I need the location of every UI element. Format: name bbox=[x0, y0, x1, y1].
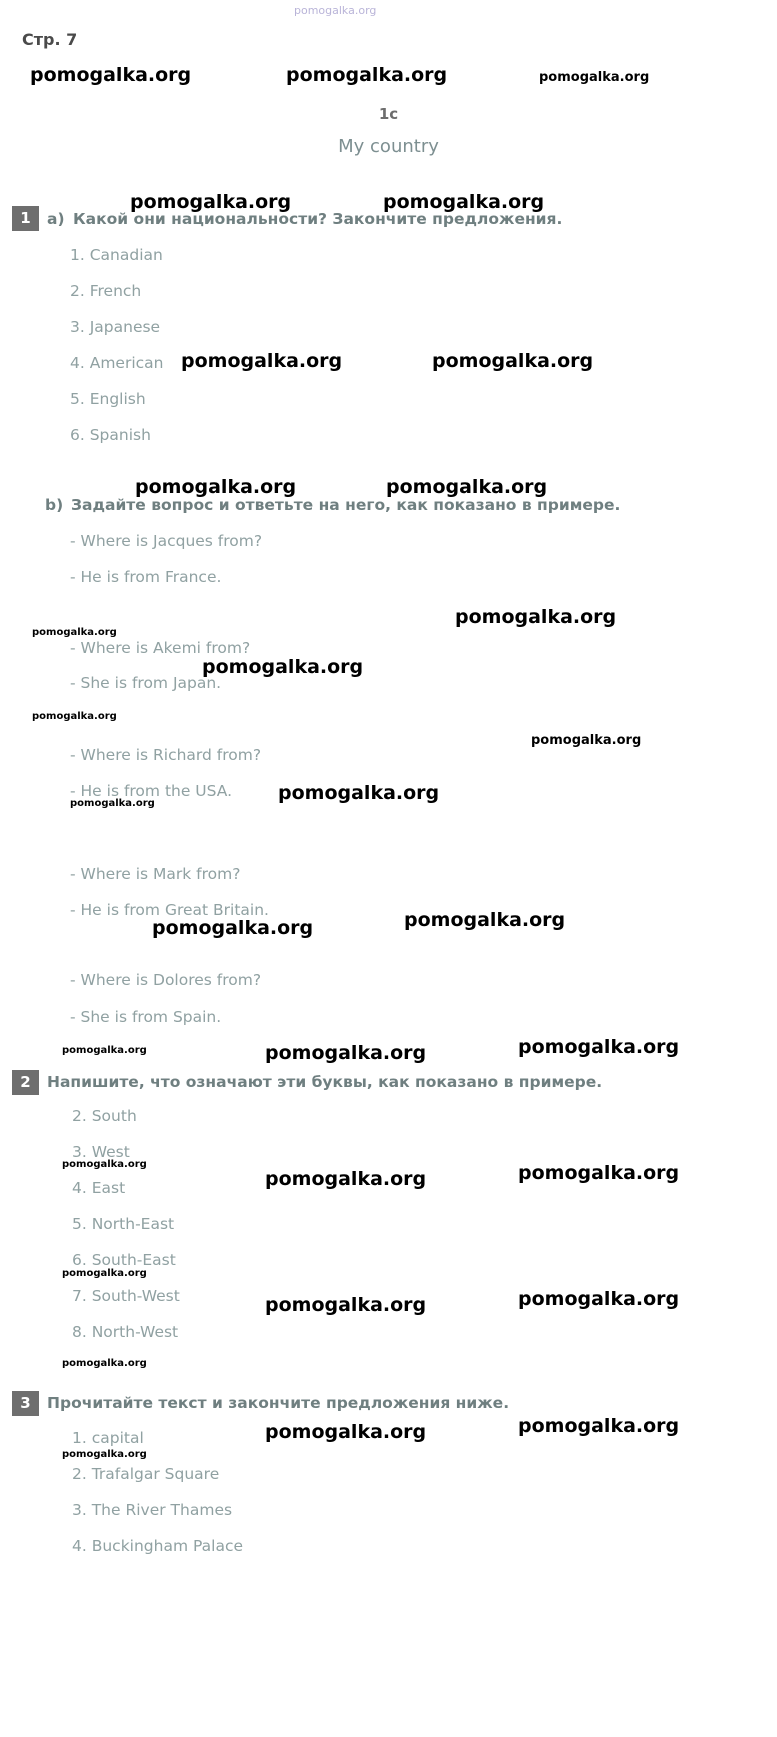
watermark-text: pomogalka.org bbox=[135, 476, 297, 498]
dialog-answer: - He is from France. bbox=[70, 568, 222, 586]
watermark-text: pomogalka.org bbox=[202, 656, 364, 678]
answer-item: 3. West bbox=[72, 1143, 130, 1161]
task-1b-label: b) bbox=[45, 496, 64, 514]
answer-item: 3. The River Thames bbox=[72, 1501, 233, 1519]
answer-item: 1. Canadian bbox=[70, 246, 163, 264]
answer-item: 2. Trafalgar Square bbox=[72, 1465, 220, 1483]
task-1b-text: Задайте вопрос и ответьте на него, как показано в примере. bbox=[71, 496, 621, 514]
watermark-text: pomogalka.org bbox=[386, 476, 548, 498]
dialog-answer: - He is from Great Britain. bbox=[70, 901, 269, 919]
page-number: Стр. 7 bbox=[22, 30, 78, 49]
watermark-text: pomogalka.org bbox=[432, 350, 594, 372]
dialog-answer: - She is from Spain. bbox=[70, 1008, 222, 1026]
answer-item: 7. South-West bbox=[72, 1287, 180, 1305]
answer-item: 4. East bbox=[72, 1179, 126, 1197]
watermark-text: pomogalka.org bbox=[278, 782, 440, 804]
answer-item: 6. Spanish bbox=[70, 426, 151, 444]
watermark-text: pomogalka.org bbox=[152, 917, 314, 939]
task-number-1: 1 bbox=[12, 206, 39, 231]
dialog-answer: - He is from the USA. bbox=[70, 782, 233, 800]
watermark-text: pomogalka.org bbox=[62, 1045, 147, 1056]
watermark-text: pomogalka.org bbox=[265, 1294, 427, 1316]
watermark-text: pomogalka.org bbox=[531, 733, 642, 748]
watermark-text: pomogalka.org bbox=[265, 1042, 427, 1064]
watermark-text: pomogalka.org bbox=[383, 191, 545, 213]
watermark-text: pomogalka.org bbox=[32, 711, 117, 722]
answer-item: 3. Japanese bbox=[70, 318, 161, 336]
answer-item: 4. Buckingham Palace bbox=[72, 1537, 243, 1555]
watermark-text: pomogalka.org bbox=[539, 70, 650, 85]
watermark-text: pomogalka.org bbox=[30, 64, 192, 86]
dialog-answer: - She is from Japan. bbox=[70, 674, 222, 692]
watermark-text: pomogalka.org bbox=[286, 64, 448, 86]
watermark-text: pomogalka.org bbox=[455, 606, 617, 628]
lesson-code: 1c bbox=[378, 105, 399, 123]
watermark-text: pomogalka.org bbox=[62, 1449, 147, 1460]
answer-item: 2. South bbox=[72, 1107, 137, 1125]
watermark-text: pomogalka.org bbox=[265, 1168, 427, 1190]
dialog-question: - Where is Dolores from? bbox=[70, 971, 262, 989]
watermark-text: pomogalka.org bbox=[518, 1288, 680, 1310]
watermark-text: pomogalka.org bbox=[62, 1358, 147, 1369]
watermark-text: pomogalka.org bbox=[62, 1268, 147, 1279]
task-number-3: 3 bbox=[12, 1391, 39, 1416]
task-3-text: Прочитайте текст и закончите предложения ниже. bbox=[47, 1394, 510, 1412]
lesson-title: My country bbox=[338, 136, 439, 157]
answer-item: 5. English bbox=[70, 390, 146, 408]
answer-item: 6. South-East bbox=[72, 1251, 176, 1269]
answer-item: 1. capital bbox=[72, 1429, 144, 1447]
answer-item: 8. North-West bbox=[72, 1323, 179, 1341]
watermark-text: pomogalka.org bbox=[62, 1159, 147, 1170]
dialog-question: - Where is Jacques from? bbox=[70, 532, 263, 550]
answer-item: 4. American bbox=[70, 354, 164, 372]
watermark-text: pomogalka.org bbox=[181, 350, 343, 372]
watermark-text: pomogalka.org bbox=[32, 627, 117, 638]
task-1a-text: Какой они национальности? Закончите предложения. bbox=[73, 210, 563, 228]
watermark-text: pomogalka.org bbox=[404, 909, 566, 931]
task-2-text: Напишите, что означают эти буквы, как показано в примере. bbox=[47, 1073, 603, 1091]
watermark-text: pomogalka.org bbox=[265, 1421, 427, 1443]
dialog-question: - Where is Richard from? bbox=[70, 746, 262, 764]
watermark-text: pomogalka.org bbox=[518, 1415, 680, 1437]
watermark-text: pomogalka.org bbox=[518, 1162, 680, 1184]
watermark-text: pomogalka.org bbox=[130, 191, 292, 213]
answer-item: 5. North-East bbox=[72, 1215, 175, 1233]
task-1a-label: a) bbox=[47, 210, 65, 228]
watermark-text: pomogalka.org bbox=[294, 4, 377, 17]
answer-item: 2. French bbox=[70, 282, 142, 300]
dialog-question: - Where is Akemi from? bbox=[70, 639, 251, 657]
watermark-text: pomogalka.org bbox=[518, 1036, 680, 1058]
task-number-2: 2 bbox=[12, 1070, 39, 1095]
watermark-text: pomogalka.org bbox=[70, 798, 155, 809]
dialog-question: - Where is Mark from? bbox=[70, 865, 241, 883]
